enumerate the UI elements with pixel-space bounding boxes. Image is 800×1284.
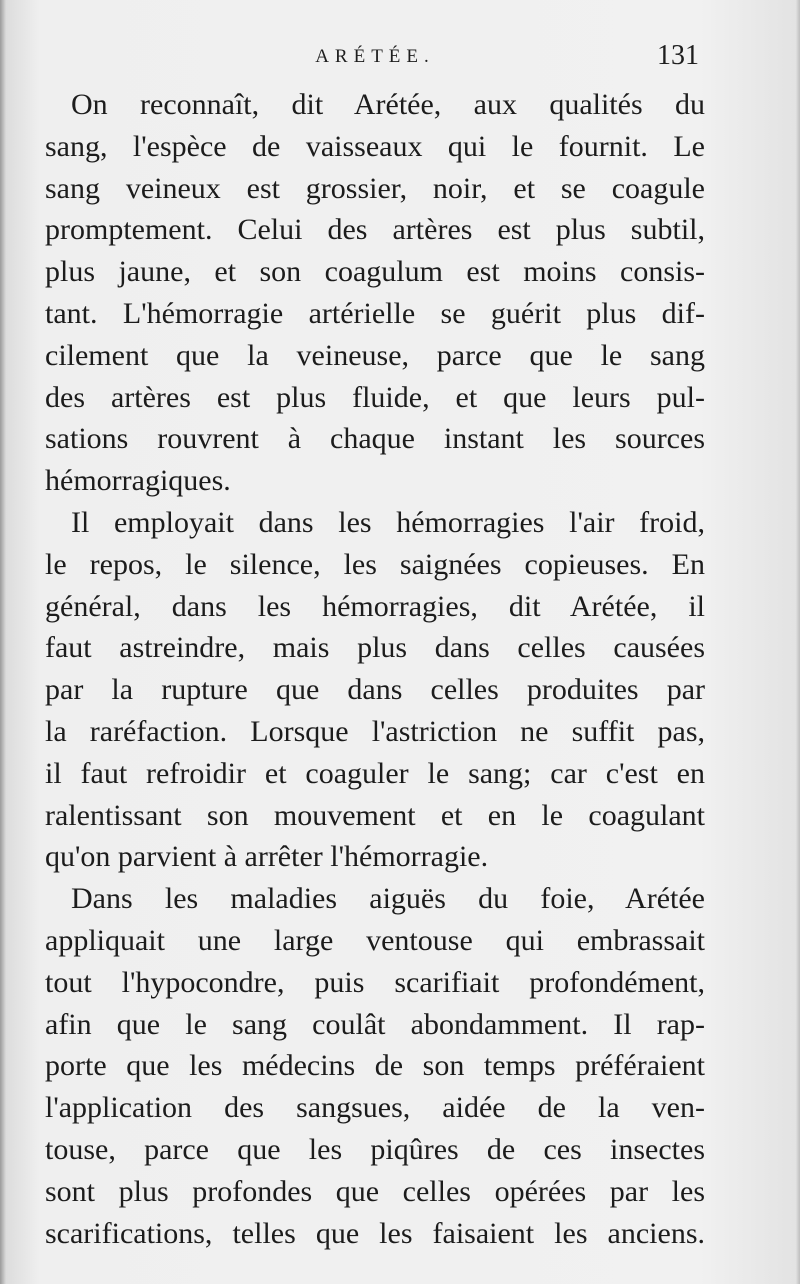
text-line: plus jaune, et son coagulum est moins consis- bbox=[45, 255, 705, 289]
running-head: ARÉTÉE. bbox=[315, 46, 435, 67]
text-line: Il employait dans les hémorragies l'air froid, bbox=[71, 505, 705, 539]
text-line: la raréfaction. Lorsque l'astriction ne suffit pas, bbox=[45, 714, 705, 748]
text-line: faut astreindre, mais plus dans celles causées bbox=[45, 631, 705, 665]
text-line: l'application des sangsues, aidée de la ven- bbox=[45, 1091, 705, 1125]
text-line: le repos, le silence, les saignées copieuses. En bbox=[45, 547, 705, 581]
text-line: afin que le sang coulât abondamment. Il rap- bbox=[45, 1007, 705, 1041]
page-number: 131 bbox=[657, 40, 699, 71]
text-line: promptement. Celui des artères est plus subtil, bbox=[45, 213, 705, 247]
paragraph-1 bbox=[45, 84, 705, 502]
text-line: sations rouvrent à chaque instant les sources bbox=[45, 422, 705, 456]
text-line: Dans les maladies aiguës du foie, Arétée bbox=[71, 882, 705, 916]
text-line: ralentissant son mouvement et en le coagulant bbox=[45, 798, 705, 832]
page-header bbox=[45, 40, 705, 76]
text-line: porte que les médecins de son temps préféraient bbox=[45, 1049, 705, 1083]
text-line: tout l'hypocondre, puis scarifiait profondément, bbox=[45, 965, 705, 999]
text-line: il faut refroidir et coaguler le sang; car c'est en bbox=[45, 756, 705, 790]
page-edge-right bbox=[796, 0, 800, 1284]
text-line: sont plus profondes que celles opérées par les bbox=[45, 1174, 705, 1208]
text-body bbox=[45, 84, 705, 1254]
text-line: touse, parce que les piqûres de ces insectes bbox=[45, 1132, 705, 1166]
text-line: tant. L'hémorragie artérielle se guérit plus dif- bbox=[45, 296, 705, 330]
text-line: sang veineux est grossier, noir, et se coagule bbox=[45, 171, 705, 205]
paragraph-3 bbox=[45, 878, 705, 1254]
text-line: scarifications, telles que les faisaient les anciens. bbox=[45, 1216, 705, 1250]
text-line: On reconnaît, dit Arétée, aux qualités du bbox=[71, 88, 705, 121]
page-edge-left bbox=[0, 0, 6, 1284]
text-line: général, dans les hémorragies, dit Arétée, il bbox=[45, 589, 705, 623]
text-line: par la rupture que dans celles produites par bbox=[45, 673, 705, 707]
text-line: appliquait une large ventouse qui embrassait bbox=[45, 923, 705, 957]
text-line: qu'on parvient à arrêter l'hémorragie. bbox=[45, 840, 489, 874]
text-line: hémorragiques. bbox=[45, 464, 231, 498]
text-line: cilement que la veineuse, parce que le sang bbox=[45, 338, 705, 372]
paragraph-2 bbox=[45, 502, 705, 878]
text-line: sang, l'espèce de vaisseaux qui le fournit. Le bbox=[45, 129, 705, 163]
text-line: des artères est plus fluide, et que leurs pul- bbox=[45, 380, 705, 414]
